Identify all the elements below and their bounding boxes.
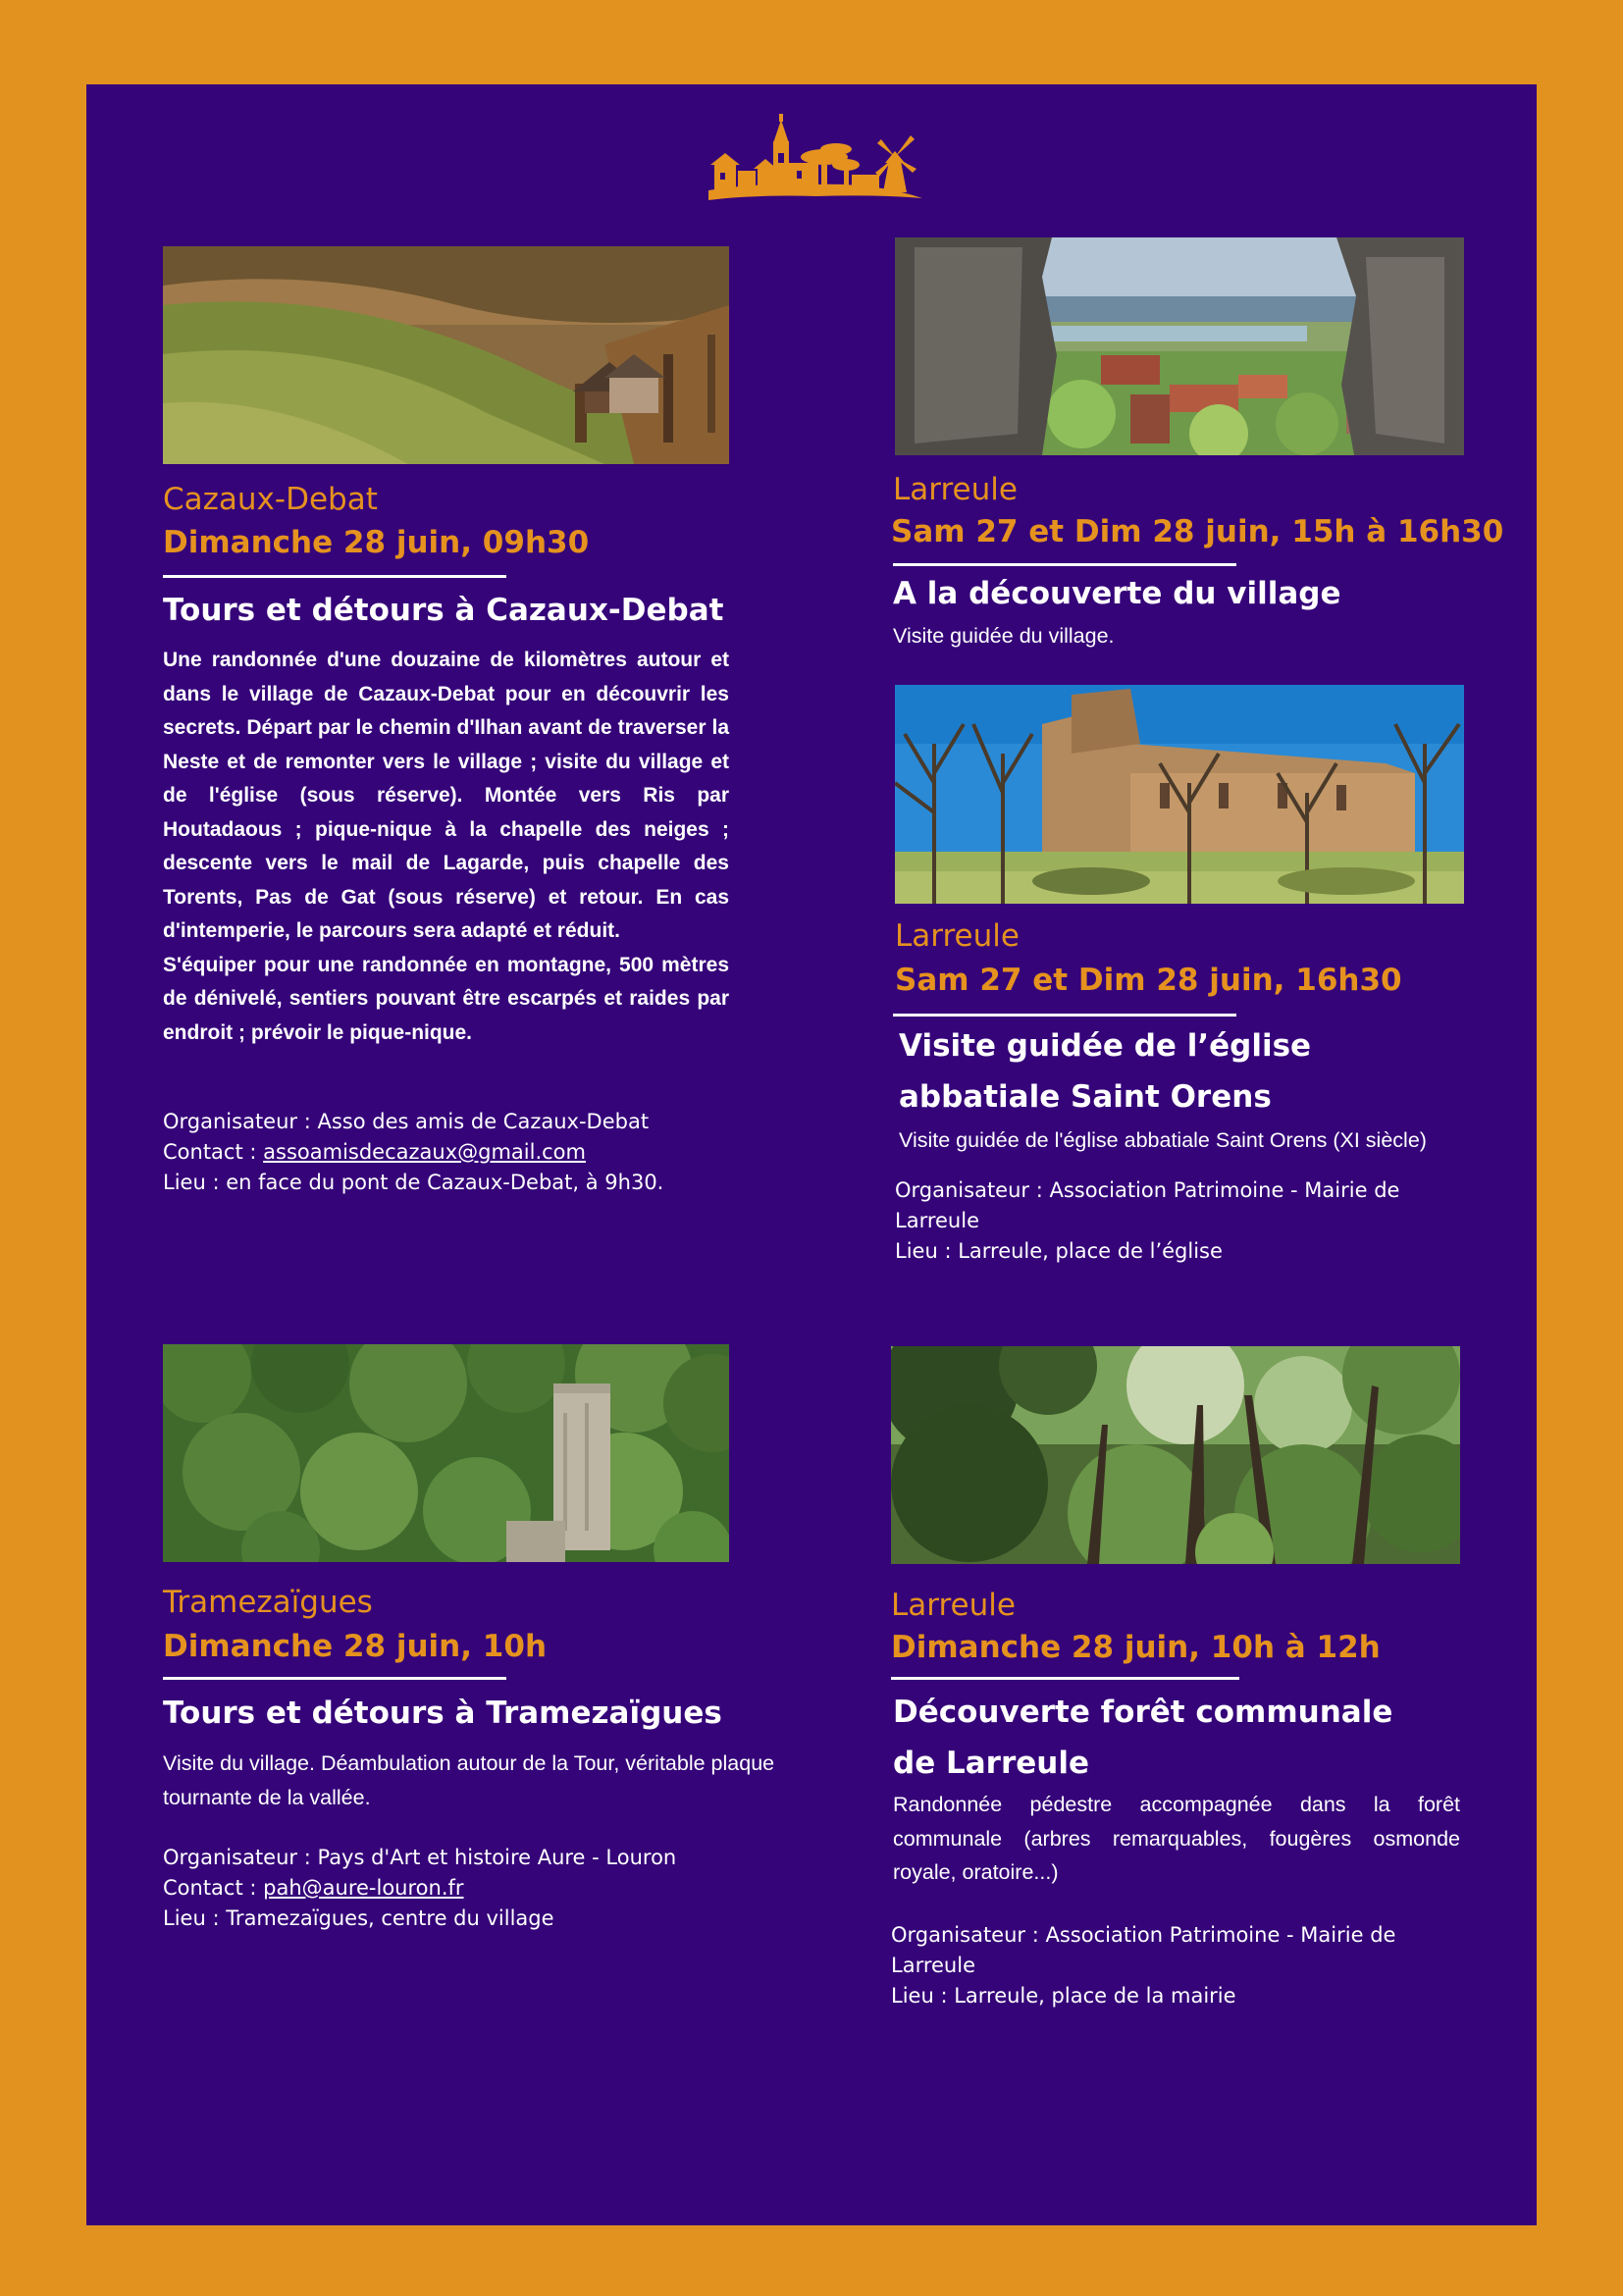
event-1-description-p2: S'équiper pour une randonnée en montagne, 500 mètres de dénivelé, sentiers pouvant être escarpés et raides par endroit ; prévoir le pique-nique.	[163, 953, 729, 1044]
event-1-contact-label: Contact :	[163, 1140, 264, 1164]
event-1-contact-email-link[interactable]: assoamisdecazaux@gmail.com	[263, 1140, 586, 1164]
event-1-divider	[163, 575, 506, 578]
event-4-contact-line	[163, 1873, 752, 1904]
event-4-info	[163, 1843, 752, 1934]
photo-tramezaigues-tower	[163, 1344, 729, 1562]
event-2-description: Visite guidée du village.	[893, 624, 1115, 648]
event-1-organizer: Organisateur : Asso des amis de Cazaux-Debat	[163, 1110, 650, 1133]
event-1-date: Dimanche 28 juin, 09h30	[163, 525, 590, 560]
event-5-divider	[891, 1677, 1239, 1680]
event-2-title: A la découverte du village	[893, 576, 1341, 611]
event-1-location: Lieu : en face du pont de Cazaux-Debat, à 9h30.	[163, 1171, 664, 1194]
event-3-organizer: Organisateur : Association Patrimoine - Mairie de Larreule	[895, 1178, 1400, 1232]
photo-larreule-abbey-church	[895, 685, 1464, 904]
photo-larreule-forest	[891, 1346, 1460, 1564]
event-5-place: Larreule	[891, 1588, 1016, 1623]
event-4-organizer: Organisateur : Pays d'Art et histoire Aure - Louron	[163, 1846, 677, 1869]
event-4-title: Tours et détours à Tramezaïgues	[163, 1696, 722, 1731]
event-4-date: Dimanche 28 juin, 10h	[163, 1629, 548, 1664]
event-4-contact-email-link[interactable]: pah@aure-louron.fr	[263, 1876, 464, 1900]
event-1-description-p1: Une randonnée d'une douzaine de kilomètres autour et dans le village de Cazaux-Debat pour en découvrir les secrets. Départ par le chemin d'Ilhan avant de traverser la Neste et de remonter vers le village ; visite du village et de l'église (sous réserve). Montée vers Ris par Houtadaous ; pique-nique à la chapelle des neiges ; descente vers le mail de Lagarde, puis chapelle des Torents, Pas de Gat (sous réserve) et retour. En cas d'intemperie, le parcours sera adapté et réduit.	[163, 649, 729, 942]
event-5-date: Dimanche 28 juin, 10h à 12h	[891, 1630, 1381, 1665]
event-4-place: Tramezaïgues	[163, 1585, 373, 1620]
event-5-organizer: Organisateur : Association Patrimoine - Mairie de Larreule	[891, 1923, 1396, 1977]
event-4-divider	[163, 1677, 506, 1680]
event-3-location: Lieu : Larreule, place de l’église	[895, 1239, 1223, 1263]
event-3-date: Sam 27 et Dim 28 juin, 16h30	[895, 963, 1402, 998]
photo-cazaux-debat-hillside	[163, 246, 729, 464]
event-4-location: Lieu : Tramezaïgues, centre du village	[163, 1906, 554, 1930]
event-5-location: Lieu : Larreule, place de la mairie	[891, 1984, 1236, 2008]
event-3-place: Larreule	[895, 918, 1020, 954]
event-3-description: Visite guidée de l'église abbatiale Saint Orens (XI siècle)	[899, 1128, 1427, 1152]
event-1-title: Tours et détours à Cazaux-Debat	[163, 593, 724, 628]
event-4-description: Visite du village. Déambulation autour de la Tour, véritable plaque tournante de la vallée.	[163, 1751, 775, 1809]
photo-larreule-window-view	[895, 237, 1464, 455]
event-3-title: Visite guidée de l’église abbatiale Saint Orens	[899, 1028, 1312, 1115]
event-1-info	[163, 1107, 742, 1198]
event-1-place: Cazaux-Debat	[163, 482, 378, 517]
event-2-divider	[893, 563, 1236, 566]
event-3-info	[895, 1175, 1484, 1267]
event-3-divider	[893, 1014, 1236, 1017]
event-2-place: Larreule	[893, 472, 1018, 507]
event-2-date: Sam 27 et Dim 28 juin, 15h à 16h30	[891, 514, 1504, 549]
event-1-contact-line	[163, 1137, 742, 1168]
event-5-info	[891, 1920, 1480, 2011]
event-5-title: Découverte forêt communale de Larreule	[893, 1695, 1393, 1781]
event-1-description	[163, 644, 729, 1050]
event-5-description: Randonnée pédestre accompagnée dans la forêt communale (arbres remarquables, fougères osmonde royale, oratoire...)	[893, 1793, 1460, 1884]
event-4-contact-label: Contact :	[163, 1876, 264, 1900]
village-silhouette-logo	[699, 114, 926, 212]
